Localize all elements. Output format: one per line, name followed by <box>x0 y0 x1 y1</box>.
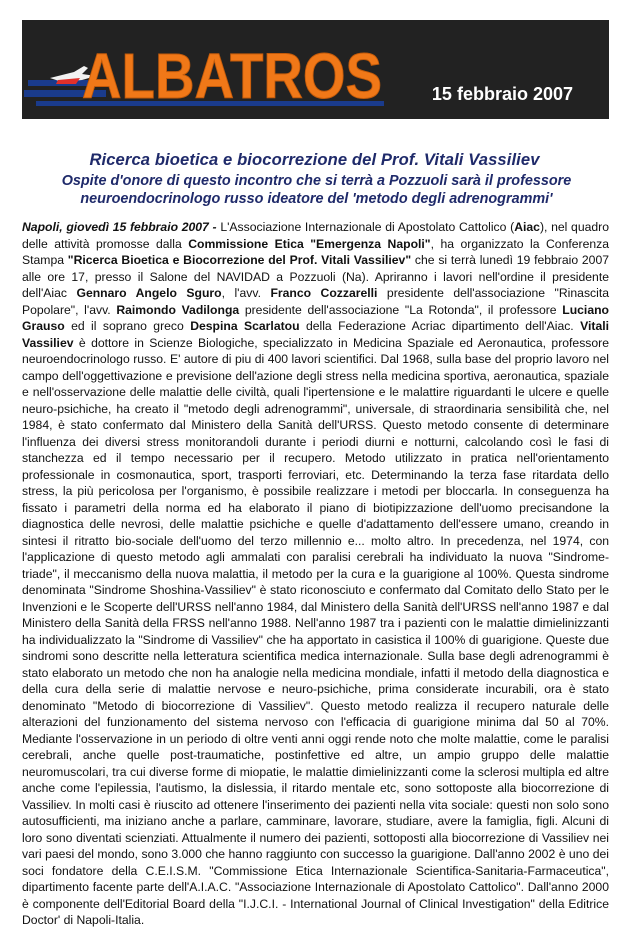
article-emphasis: Franco Cozzarelli <box>270 286 378 300</box>
article-emphasis: Commissione Etica "Emergenza Napoli" <box>188 236 431 251</box>
article-text: ), nel quadro delle attività promosse dalla <box>22 220 609 251</box>
article-emphasis: Gennaro Angelo Sguro <box>76 286 222 300</box>
article-emphasis: Aiac <box>514 220 540 234</box>
article-emphasis: "Ricerca Bioetica e Biocorrezione del Prof. Vitali Vassiliev" <box>67 253 412 267</box>
article-text: , l'avv. <box>221 286 271 300</box>
issue-date: 15 febbraio 2007 <box>431 84 573 104</box>
article-emphasis: Despina Scarlatou <box>190 319 300 333</box>
article-emphasis: Vitali Vassiliev <box>22 319 610 350</box>
article-title: Ricerca bioetica e biocorrezione del Prof. Vitali Vassiliev <box>89 150 540 169</box>
article-text: della Federazione Acriac dipartimento dell'Aiac. <box>299 319 581 333</box>
article-emphasis: Luciano Grauso <box>22 302 609 333</box>
logo-wordmark: ALBATROS <box>82 40 382 112</box>
article-body <box>22 219 609 929</box>
article-text: L'Associazione Internazionale di Apostolato Cattolico ( <box>220 220 515 234</box>
article-text: presidente dell'associazione "Rinascita Popolare", l'avv. <box>22 286 610 317</box>
article-text: che si terrà lunedì 19 febbraio 2007 alle ore 17, presso il Salone del NAVIDAD a Pozzuoli (Na). Apriranno i lavori nell'ordine il presidente dell'Aiac <box>22 253 610 300</box>
article-emphasis: Napoli, giovedì 15 febbraio 2007 - <box>22 220 221 234</box>
article-text: , ha organizzato la Conferenza Stampa <box>22 236 609 267</box>
article-text: presidente dell'associazione "La Rotonda", il professore <box>239 302 563 317</box>
masthead-banner <box>22 20 609 119</box>
albatros-logo <box>22 20 402 119</box>
article-text: è dottore in Scienze Biologiche, specializzato in Medicina Spaziale ed Aeronautica, professore neuroendocrinologo russo. E' autore di piu di 400 lavori scientifici. Dal 1968, sulla base del proprio lavoro nel campo dell'oggettivazione e previsione dell'azione degli stress nella medicina sportiva, aeronautica, spaziale e nell'osservazione delle malattie delle civiltà, quali l'ipertensione e le malattire riguardanti le ulcere e quelle neuro-psichiche, ha creato il "metodo degli adrenogrammi", universale, di straordinaria sensibilità che, nel 1984, è stato confermato dal Ministero della Sanità dell'URSS. Questo metodo consente di determinare l'influenza dei diversi stress monitorandoli durante i periodi diurni e notturni, calcolando così le fasi di stanchezza ed il tempo necessario per il recupero. Metodo utilizzato in pratica nell'orientamento professionale in cosmonautica, sport, trasporti ferroviari, etc. Determinando la terza fase ritardata dello stress, la più pericolosa per l'organismo, è possibile realizzare i metodi per bloccarla. In conseguenza ha fissato i parametri della norma ed ha elaborato il piano di biotipizzazione dell'uomo precisandone la diagnostica delle nevrosi, delle malattie psichiche e quelle d'adattamento dell'essere umano, creando in sintesi il ritratto bio-sociale dell'uomo del terzo millennio e... molto altro. In precedenza, nel 1974, con l'applicazione di questo metodo agli ammalati con paralisi cerebrali ha individuato la nuova "Sindrome-triade", il meccanismo della nuova malattia, il metodo per la cura e la guarigione al 100%. Questa sindrome denominata "Sindrome Shoshina-Vassiliev" è stato riconosciuto e confermato dal Comitato dello Stato per le Invenzioni e le Scoperte dell'URSS nell'anno 1984, dal Ministero della Sanità dell'URSS nell'anno 1987 e dal Ministero della Sanità della FRSS nell'anno 1988. Nell'anno 1987 tra i pazienti con le malattie dimielinizzanti ha individualizzato la "Sindrome di Vassiliev" che ha apportato in casistica il 100% di guarigione. Queste due sindromi sono descritte nella letteratura scientifica medica internazionale. Sulla base degli adrenogrammi è stato elaborato un metodo che non ha analogie nella medicina mondiale, infatti il metodo della diagnostica e della cura della serie di malattie nervose e neuro-psichiche, prima considerate incurabili, ora è stato denominato "Metodo di biocorrezione di Vassiliev". Questo metodo realizza il recupero naturale delle alterazioni del funzionamento del sistema nervoso con l'efficacia di guarigione minima dal 50 al 70%. Mediante l'osservazione in un periodo di oltre venti anni oggi rende noto che molte malattie, come le paralisi cerebrali, anche quelle post-traumatiche, postinfettive ed altre, un ampio gruppo delle malattie neuromuscolari, tra cui diverse forme di miopatie, le malattie dimielinizzanti come la sclerosi multipla ed altre anche come l'epilessia, l'autismo, la dislessia, il ritardo mentale etc, sono sottoposte alla biocorrezione di Vassiliev. In molti casi è riuscito ad ottenere l'inserimento dei pazienti nella vita sociale: questi non solo sono autosufficienti, ma iniziano anche a parlare, camminare, lavorare, studiare, avere la famiglia, figli. Alcuni di loro sono diventati scienziati. Attualmente il numero dei pazienti, sottoposti alla biocorrezione di Vassiliev nei vari paesi del mondo, sono 3.000 che hanno raggiunto con successo la guarigione. Dall'anno 2002 è uno dei soci fondatore della C.E.I.S.M. "Commissione Etica Internazionale Scientifica-Sanitaria-Farmaceutica", dipartimento facente parte dell'A.I.A.C. "Associazione Internazionale di Apostolato Cattolico". Dall'anno 2000 è componente dell'Editorial Board della "I.J.C.I. - International Journal of Clinical Investigation" della Editrice Doctor' di Napoli-Italia. <box>22 335 609 927</box>
article-emphasis: Raimondo Vadilonga <box>116 302 240 317</box>
article-text: ed il soprano greco <box>64 319 191 333</box>
article-subtitle: Ospite d'onore di questo incontro che si terrà a Pozzuoli sarà il professore neuroendocrinologo russo ideatore del 'metodo degli adrenogrammi' <box>61 173 572 207</box>
